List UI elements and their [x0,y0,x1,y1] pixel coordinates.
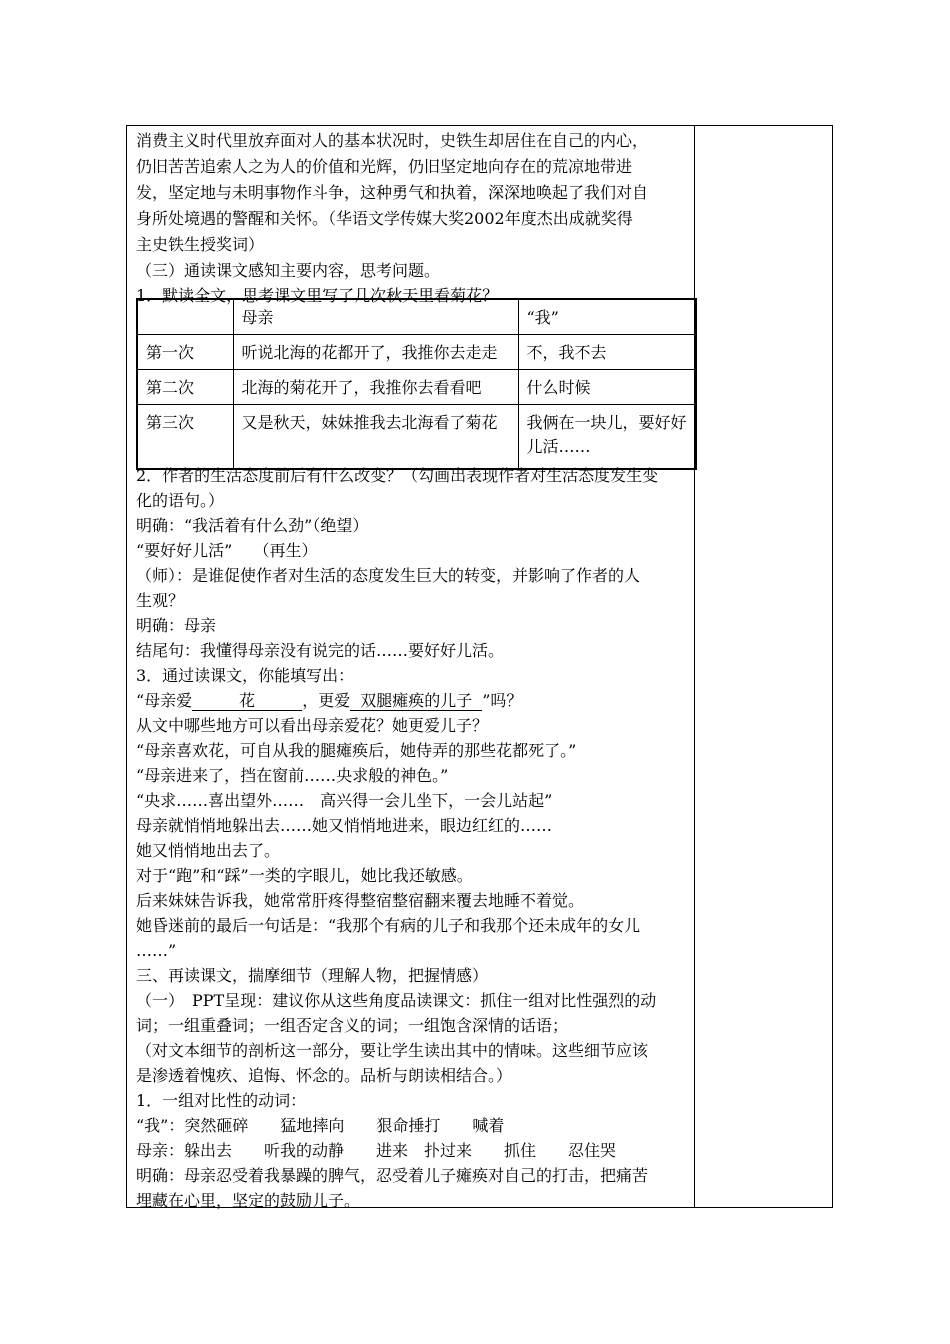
table-cell-label: 第二次 [137,370,233,405]
answer-rebirth: “要好好儿活” （再生） [136,541,318,560]
teaching-note-line: 是渗透着愧疚、追悔、怀念的。品析与朗读相结合。） [136,1066,513,1085]
table-row [137,370,696,405]
teacher-question-line: （师）：是谁促使作者对生活的态度发生巨大的转变，并影响了作者的人 [136,566,641,585]
table-header-cell [137,299,233,335]
answer-mother: 明确：母亲 [136,616,217,635]
table-cell-me-line: 我俩在一块儿，要好好 [526,413,687,432]
table-cell-label: 第三次 [137,405,233,469]
ppt-prompt-line: 词；一组重叠词；一组否定含义的词；一组饱含深情的话语； [136,1016,569,1035]
question-2-line: 化的语句。） [136,491,225,510]
table-cell-mother: 又是秋天，妹妹推我去北海看了菊花 [233,405,518,469]
question-2-line: 2．作者的生活态度前后有什么改变？（勾画出表现作者对生活态度发生变 [136,466,659,485]
intro-line: 仍旧苦苦追索人之为人的价值和光辉，仍旧坚定地向存在的荒凉地带进 [136,157,633,176]
evidence-line: 从文中哪些地方可以看出母亲爱花？她更爱儿子？ [136,716,489,735]
fill-prefix: “母亲爱 [136,691,193,710]
evidence-line: 母亲就悄悄地躲出去……她又悄悄地进来，眼边红红的…… [136,816,553,835]
table-row [137,405,696,469]
table-header-row [137,299,696,335]
section-heading: （三）通读课文感知主要内容，思考问题。 [136,261,441,280]
intro-line: 消费主义时代里放弃面对人的基本状况时，史铁生却居住在自己的内心， [136,131,649,150]
table-cell-me: 什么时候 [518,370,696,405]
table-cell-mother: 听说北海的花都开了，我推你去走走 [233,335,518,370]
table-header-cell: 母亲 [233,299,518,335]
final-answer-line: 明确：母亲忍受着我暴躁的脾气，忍受着儿子瘫痪对自己的打击，把痛苦 [136,1166,649,1185]
table-cell-me [518,405,696,469]
teacher-question-line: 生观？ [136,591,185,610]
fill-suffix: ”吗？ [482,691,523,710]
teaching-note-line: （对文本细节的剖析这一部分，要让学生读出其中的情味。这些细节应该 [136,1041,649,1060]
question-3: 3．通过读课文，你能填写出： [136,666,355,685]
final-answer-line: 埋藏在心里，坚定的鼓励儿子。 [136,1191,361,1210]
evidence-line: 她昏迷前的最后一句话是：“我那个有病的儿子和我那个还未成年的女儿 [136,916,641,935]
evidence-line: “母亲进来了，挡在窗前……央求般的神色。” [136,766,449,785]
intro-line: 发，坚定地与未明事物作斗争，这种勇气和执着，深深地唤起了我们对自 [136,183,649,202]
table-cell-me-line: 儿活…… [526,437,591,456]
fill-in-sentence [136,689,522,713]
table-row [137,335,696,370]
fill-blank-son: 双腿瘫痪的儿子 [350,692,482,711]
intro-line: 主史铁生授奖词） [136,235,265,254]
evidence-line: ……” [136,941,177,960]
chrysanthemum-table [136,298,697,470]
table-cell-mother: 北海的菊花开了，我推你去看看吧 [233,370,518,405]
notes-column-divider [694,125,695,1208]
verb-heading: 1．一组对比性的动词： [136,1091,307,1110]
question-1: 1．默读全文，思考课文里写了几次秋天里看菊花？ [136,286,499,305]
verbs-mother: 母亲：躲出去 听我的动静 进来 扑过来 抓住 忍住哭 [136,1141,617,1160]
table-header-cell: “我” [518,299,696,335]
table-cell-me: 不，我不去 [518,335,696,370]
evidence-line: 对于“跑”和“踩”一类的字眼儿，她比我还敏感。 [136,866,473,885]
fill-blank-flower: 花 [192,692,302,711]
evidence-line: 后来妹妹告诉我，她常常肝疼得整宿整宿翻来覆去地睡不着觉。 [136,891,585,910]
answer-despair: 明确：“我活着有什么劲”（绝望） [136,516,369,535]
verbs-me: “我”：突然砸碎 猛地摔向 狠命捶打 喊着 [136,1116,505,1135]
evidence-line: “母亲喜欢花，可自从我的腿瘫痪后，她侍弄的那些花都死了。” [136,741,577,760]
intro-line: 身所处境遇的警醒和关怀。（华语文学传媒大奖2002年度杰出成就奖得 [136,209,633,228]
evidence-line: “央求……喜出望外…… 高兴得一会儿坐下，一会儿站起” [136,791,553,810]
fill-middle: ，更爱 [302,691,351,710]
evidence-line: 她又悄悄地出去了。 [136,841,281,860]
part-3-heading: 三、再读课文，揣摩细节（理解人物，把握情感） [136,966,489,985]
table-cell-label: 第一次 [137,335,233,370]
conclusion-sentence: 结尾句：我懂得母亲没有说完的话……要好好儿活。 [136,641,505,660]
ppt-prompt-line: （一） PPT呈现：建议你从这些角度品读课文：抓住一组对比性强烈的动 [136,991,657,1010]
